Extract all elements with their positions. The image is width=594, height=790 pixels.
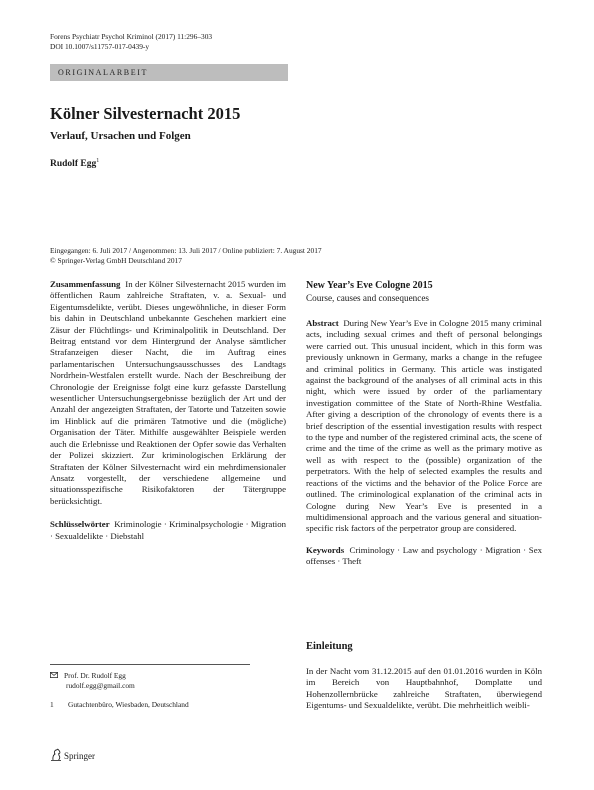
footnote-rule: [50, 664, 250, 665]
journal-header: [50, 32, 212, 52]
abstract-label-de: Zusammenfassung: [50, 279, 121, 289]
english-title: New Year’s Eve Cologne 2015: [306, 280, 433, 291]
german-keywords: [50, 519, 286, 542]
english-abstract: [306, 318, 542, 535]
keywords-label-de: Schlüsselwörter: [50, 519, 110, 530]
affiliation-number: 1: [50, 700, 54, 709]
german-abstract-column: [50, 279, 286, 542]
intro-paragraph: In der Nacht vom 31.12.2015 auf den 01.01.2016 wurden in Köln im Bereich von Hauptbahnhof, Domplatte und Hohenzollernbrücke zahlreiche Straftaten, überwiegend Eigentums- und Sexualdelikte, verübt. Die mehrheitlich weibli-: [306, 666, 542, 711]
correspondence-email[interactable]: rudolf.egg@gmail.com: [66, 681, 135, 690]
author-name[interactable]: Rudolf Egg: [50, 159, 97, 170]
abstract-label-en: Abstract: [306, 318, 339, 328]
english-keywords: [306, 545, 542, 568]
keywords-text-en: Criminology · Law and psychology · Migration · Sex offenses · Theft: [306, 544, 542, 567]
german-abstract: [50, 279, 286, 507]
author-affiliation-mark: 1: [96, 158, 100, 164]
journal-doi[interactable]: DOI 10.1007/s11757-017-0439-y: [50, 42, 150, 51]
abstract-text-de: In der Kölner Silvesternacht 2015 wurden im öffentlichen Raum zahlreiche Straftaten, v. a. Sexual- und Eigentumsdelikte, verübt. Dieses ungewöhnliche, in dieser Form bis dahin in Deutschland unbekannte Geschehen markiert eine Zäsur der Flüchtlings- und Kriminalpolitik in Deutschland. Der Beitrag entstand vor dem Hintergrund der Analyse sämtlicher Strafanzeigen dieser Nacht, die im Auftrag eines parlamentarischen Untersuchungsausschusses des Landtags Nordrhein-Westfalen erstellt wurde. Nach der Beschreibung der Chronologie der Ereignisse folgt eine kurz gefasste Darstellung wesentlicher Untersuchungsergebnisse bezüglich der Art und der Anzahl der angezeigten Straftaten, der Tatorte und Tatzeiten sowie im Hinblick auf die primären Tatmotive und die (mögliche) Organisation der Täter. Mithilfe ausgewählter Beispiele werden auch die Erlebnisse und Reaktionen der Opfer sowie das Verhalten der Polizei skizziert. Zur kriminologischen Erklärung der Straftaten der Kölner Silvesternacht wird ein mehrdimensionaler Ansatz vorgestellt, der verschiedene allgemeine und situationsspezifische Risikofaktoren der Tätergruppe berücksichtigt.: [50, 279, 286, 506]
publication-dates: [50, 246, 322, 266]
section-band: ORIGINALARBEIT: [50, 64, 288, 81]
english-abstract-column: [306, 279, 542, 568]
section-heading-einleitung: Einleitung: [306, 641, 353, 652]
copyright-line: © Springer-Verlag GmbH Deutschland 2017: [50, 256, 182, 265]
article-subtitle: Verlauf, Ursachen und Folgen: [50, 130, 191, 142]
article-title: Kölner Silvesternacht 2015: [50, 104, 241, 123]
mail-icon: [50, 671, 58, 677]
affiliation-footnote: [50, 700, 189, 710]
keywords-label-en: Keywords: [306, 544, 345, 555]
affiliation-text: Gutachtenbüro, Wiesbaden, Deutschland: [68, 700, 189, 709]
journal-citation: Forens Psychiatr Psychol Kriminol (2017) 11:296–303: [50, 32, 213, 41]
correspondence-name: Prof. Dr. Rudolf Egg: [64, 671, 126, 680]
author-line: [50, 158, 99, 169]
correspondence-block: [50, 671, 135, 691]
keywords-text-de: Kriminologie · Kriminalpsychologie · Migration · Sexualdelikte · Diebstahl: [50, 519, 286, 541]
english-subtitle: Course, causes and consequences: [306, 293, 429, 303]
publisher-name: Springer: [64, 750, 95, 761]
abstract-text-en: During New Year’s Eve in Cologne 2015 many criminal acts, including sexual crimes and theft of personal belongings were carried out. This unusual incident, which in this form was previously unknown in Germany, marks a change in the refugee and criminal politics in Germany. This article was instigated against the background of the analyses of all criminal acts in this night, which were issued by order of the parliamentary investigation committee of the State of North-Rhine Westfalia. After giving a description of the chronology of events there is a brief description of the essential investigation results with respect to the type and number of the registered criminal acts, the scene of crime and the time of the crime as well as the primary motive as well as with respect to the (possible) organization of the perpetrators. With the help of selected examples the results and reactions of the victims and the behavior of the Police Force are outlined. The criminological explanation of the criminal acts in Cologne during New Year’s Eve is presented in a multidimensional approach and the various general and situation-specific risk factors of the perpetrator group are considered.: [306, 318, 542, 534]
publisher-footer: [50, 748, 95, 763]
springer-horse-icon: [50, 748, 64, 763]
history-dates: Eingegangen: 6. Juli 2017 / Angenommen: 13. Juli 2017 / Online publiziert: 7. August 2017: [50, 246, 322, 255]
